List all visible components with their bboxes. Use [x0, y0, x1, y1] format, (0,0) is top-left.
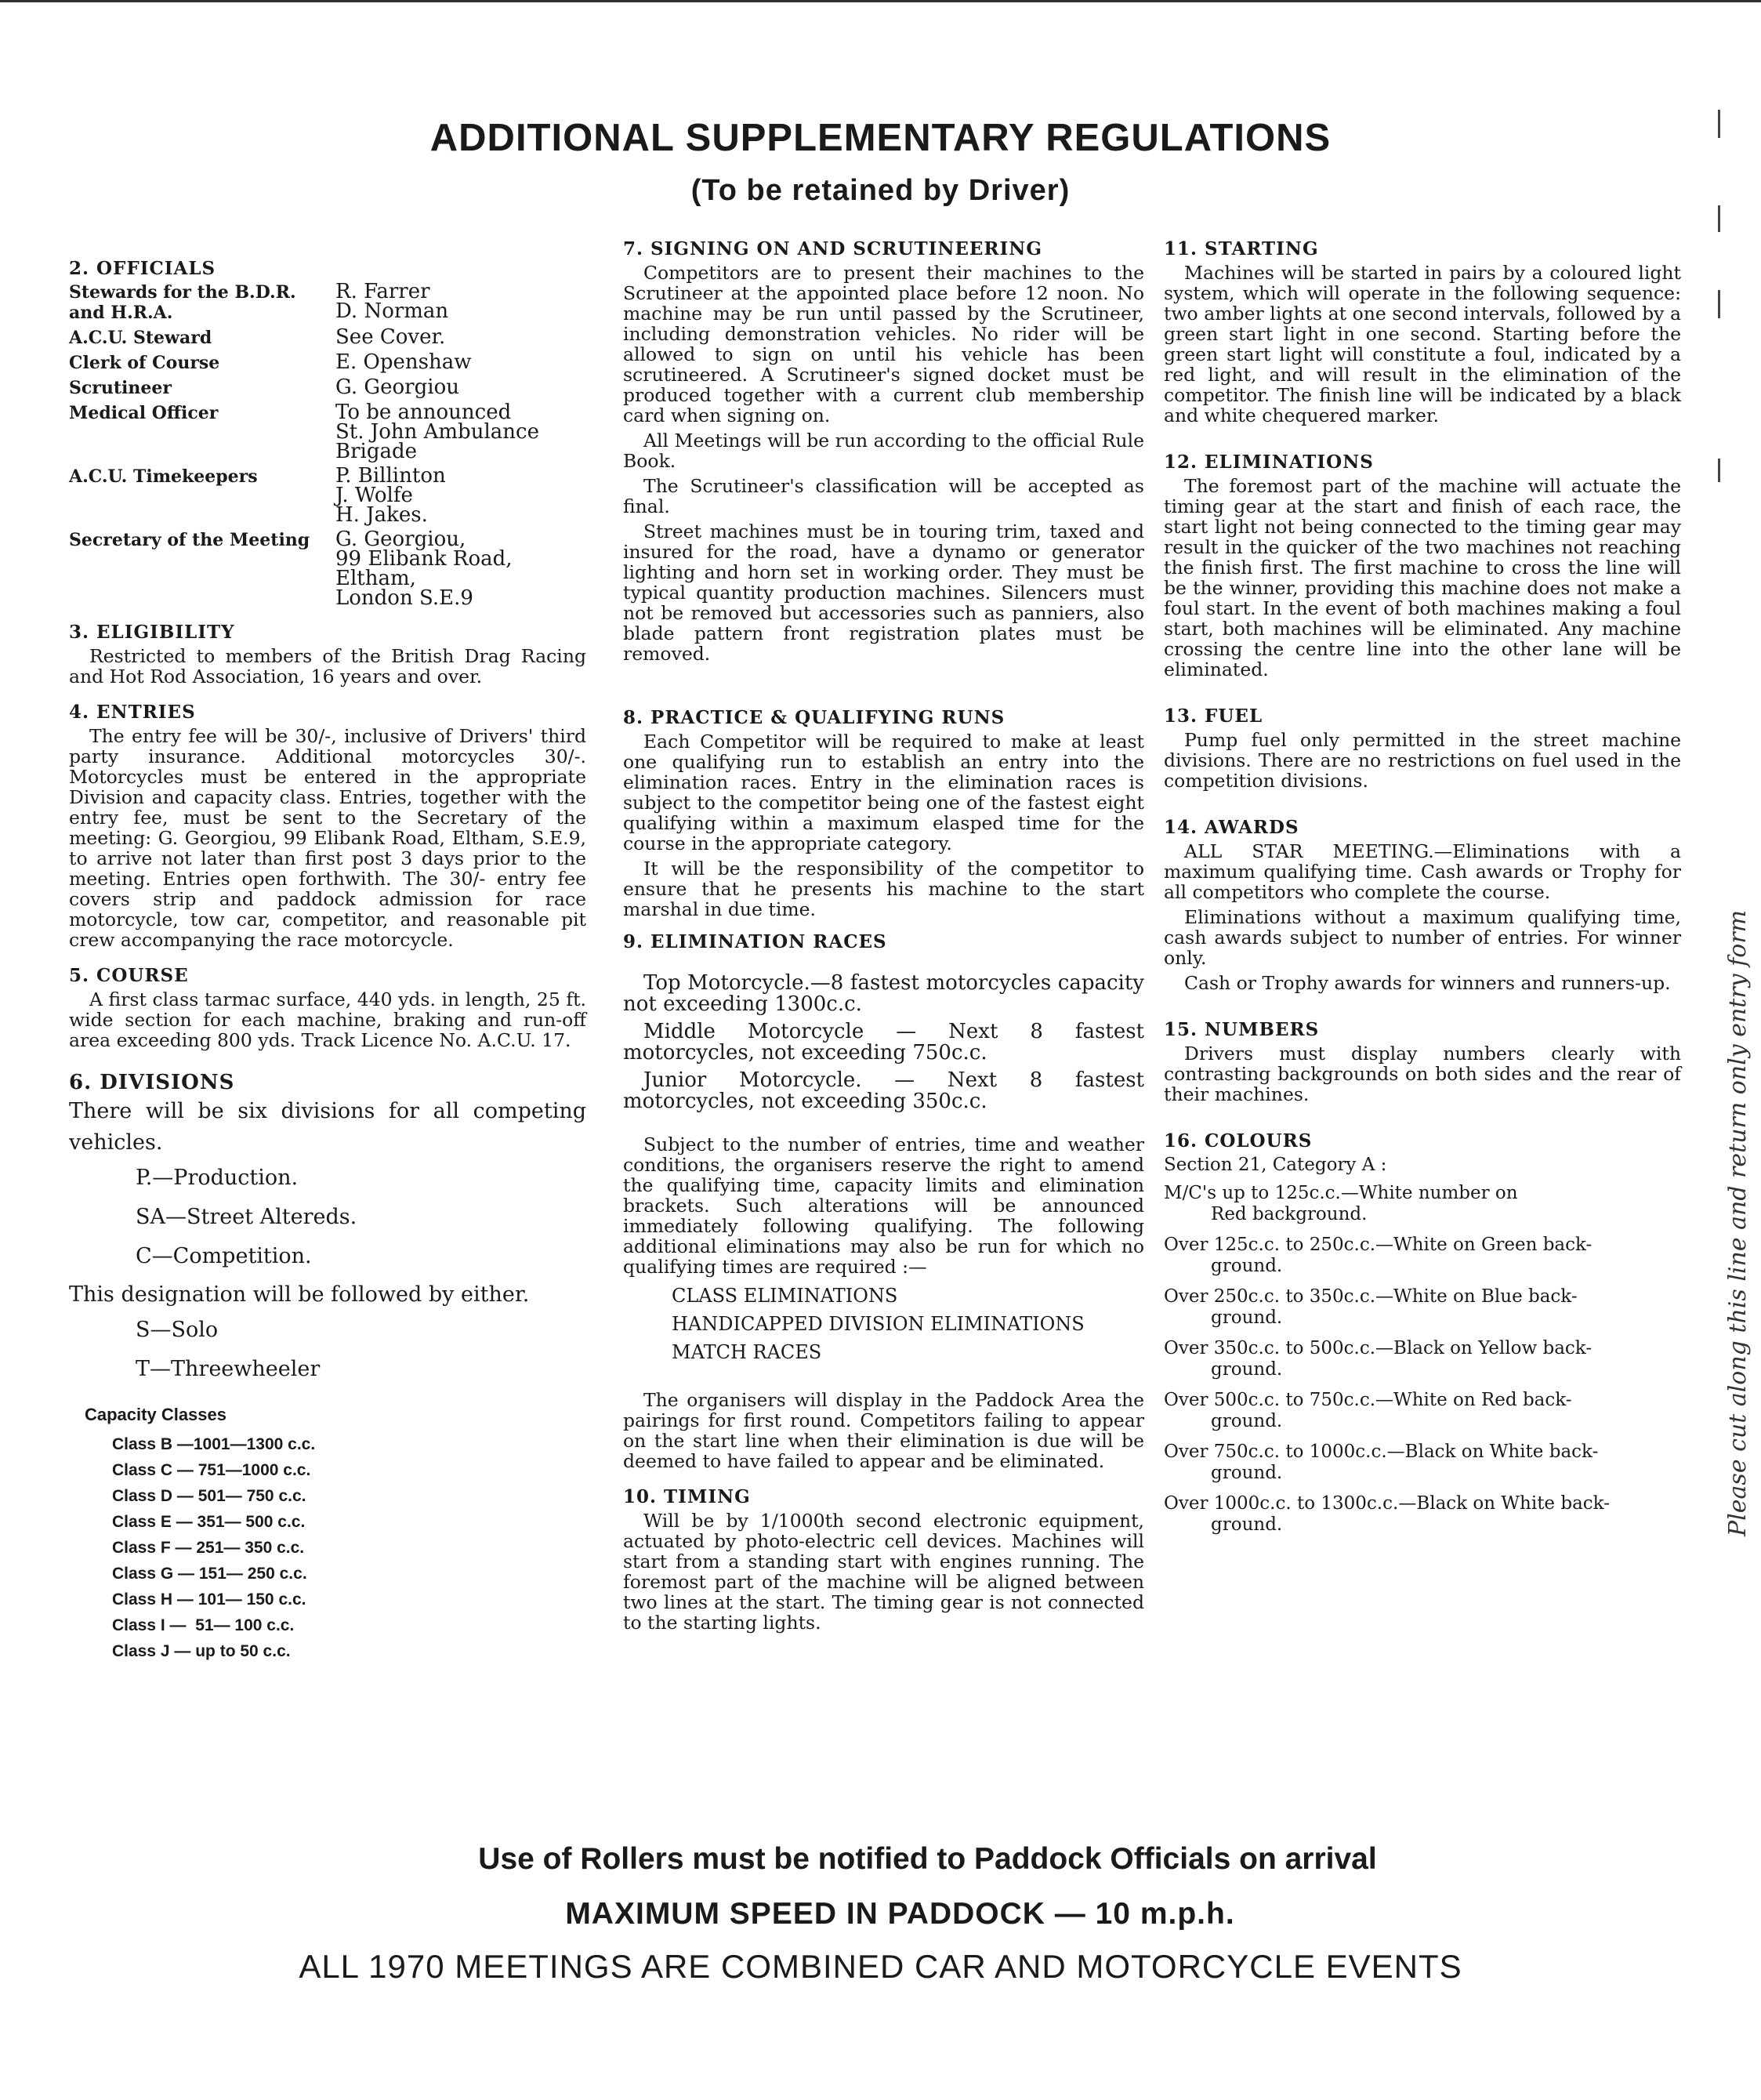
awards-paragraph: Cash or Trophy awards for winners and runners-up.: [1184, 972, 1671, 994]
starting-text: Machines will be started in pairs by a coloured light system, which will operate in the following sequence: two amber lights at one second intervals, followed by a green start light in one second. Starting before the green start light will constitute a foul, indicated by a red light, and will result in the elimination of the competitor. The finish line will be indicated by a black and white chequered marker.: [1164, 262, 1681, 426]
colour-line-continued: Red background.: [1211, 1204, 1368, 1224]
elimination-races-heading: 9. ELIMINATION RACES: [623, 931, 887, 952]
colour-row: [1164, 1183, 1681, 1225]
officials-row: [69, 378, 586, 403]
column-left: [69, 259, 586, 1664]
official-name: See Cover.: [335, 325, 446, 349]
divisions-list: [69, 1159, 586, 1276]
divisions-intro: There will be six divisions for all competing vehicles.: [69, 1099, 586, 1155]
capacity-class-row: Class E — 351— 500 c.c.: [112, 1513, 306, 1531]
additional-elimination-item: CLASS ELIMINATIONS: [672, 1285, 898, 1307]
colour-line: Over 500c.c. to 750c.c.—White on Red back-: [1164, 1390, 1572, 1410]
capacity-classes-heading: Capacity Classes: [85, 1405, 226, 1424]
fuel-text: Pump fuel only permitted in the street machine divisions. There are no restrictions on fuel used in the competition divisions.: [1164, 729, 1681, 792]
division-item: SA—Street Altereds.: [136, 1205, 357, 1229]
eliminations-heading: 12. ELIMINATIONS: [1164, 452, 1374, 473]
signing-paragraphs: [623, 263, 1144, 664]
additional-elimination-item: MATCH RACES: [672, 1341, 822, 1363]
colours-section: Section 21, Category A :: [1164, 1155, 1387, 1175]
additional-eliminations-list: [623, 1282, 1144, 1366]
column-middle: [623, 239, 1144, 1638]
officials-table: [69, 282, 586, 613]
colours-list: [1164, 1183, 1681, 1536]
edge-mark: [1718, 290, 1720, 318]
numbers-heading: 15. NUMBERS: [1164, 1019, 1320, 1040]
officials-row: [69, 530, 586, 613]
awards-paragraphs: [1164, 841, 1681, 993]
elimination-paragraph: Subject to the number of entries, time and weather conditions, the organisers reserve the right to amend the qualifying time, capacity limits and elimination brackets. Such alterations will be announced immediately following qualifying. The following additional eliminations may also be run for which no qualifying times are required :—: [623, 1133, 1144, 1278]
top-rule: [0, 0, 1761, 9]
colour-line: Over 1000c.c. to 1300c.c.—Black on White back-: [1164, 1493, 1610, 1514]
division-suffix-item: S—Solo: [136, 1318, 219, 1342]
capacity-class-row: Class C — 751—1000 c.c.: [112, 1461, 311, 1479]
colour-line: Over 125c.c. to 250c.c.—White on Green back-: [1164, 1235, 1593, 1255]
colour-line: M/C's up to 125c.c.—White number on: [1164, 1183, 1518, 1203]
additional-elimination-item: HANDICAPPED DIVISION ELIMINATIONS: [672, 1313, 1085, 1335]
colours-heading: 16. COLOURS: [1164, 1130, 1313, 1152]
paddock-speed-notice: MAXIMUM SPEED IN PADDOCK — 10 m.p.h.: [565, 1897, 1235, 1931]
division-suffix-item: T—Threewheeler: [136, 1357, 321, 1381]
official-role: Medical Officer: [69, 403, 219, 423]
officials-row: [69, 403, 586, 466]
course-heading: 5. COURSE: [69, 965, 189, 986]
officials-row: [69, 466, 586, 530]
colour-line-continued: ground.: [1211, 1411, 1283, 1431]
colour-line: Over 250c.c. to 350c.c.—White on Blue back-: [1164, 1286, 1578, 1307]
colour-line: Over 750c.c. to 1000c.c.—Black on White back-: [1164, 1442, 1599, 1462]
column-right: [1164, 239, 1681, 1545]
officials-heading: 2. OFFICIALS: [69, 258, 216, 279]
edge-mark: [1718, 459, 1720, 482]
entries-text: The entry fee will be 30/-, inclusive of Drivers' third party insurance. Additional motorcycles 30/-. Motorcycles must be entered in the appropriate Division and capacity class. Entries, together with the entry fee, must be sent to the Secretary of the meeting: G. Georgiou, 99 Elibank Road, Eltham, S.E.9, to arrive not later than first post 3 days prior to the meeting. Entries open forthwith. The 30/- entry fee covers strip and paddock admission for race motorcycle, tow car, competitor, and reasonable pit crew accompanying the race motorcycle.: [69, 725, 586, 951]
signing-paragraph: Competitors are to present their machines to the Scrutineer at the appointed place before 12 noon. No machine may be run until passed by the Scrutineer, including demonstration vehicles. No rider will be allowed to sign on until his vehicle has been scrutineered. A Scrutineer's signed docket must be produced together with a current club membership card when signing on.: [623, 262, 1144, 426]
division-item: P.—Production.: [136, 1166, 299, 1190]
official-role: A.C.U. Steward: [69, 328, 212, 348]
official-role: Secretary of the Meeting: [69, 530, 310, 550]
practice-paragraph: Each Competitor will be required to make at least one qualifying run to establish an entry into the elimination races. Entry in the elimination races is subject to the competitor being one of the fastest eight qualifying within a maximum elasped time for the course in the appropriate category.: [623, 731, 1144, 854]
capacity-class-row: Class H — 101— 150 c.c.: [112, 1590, 306, 1609]
officials-row: [69, 282, 586, 328]
capacity-class-row: Class G — 151— 250 c.c.: [112, 1565, 307, 1583]
official-name: To be announced St. John Ambulance Brigade: [335, 401, 539, 463]
colour-row: [1164, 1235, 1681, 1277]
officials-row: [69, 353, 586, 378]
signing-paragraph: All Meetings will be run according to the official Rule Book.: [623, 430, 1144, 472]
colour-line-continued: ground.: [1211, 1359, 1283, 1380]
elimination-races-list: [623, 973, 1144, 1112]
course-text: A first class tarmac surface, 440 yds. in length, 25 ft. wide section for each machine, braking and run-off area exceeding 800 yds. Track Licence No. A.C.U. 17.: [69, 988, 586, 1051]
practice-paragraphs: [623, 731, 1144, 919]
eligibility-heading: 3. ELIGIBILITY: [69, 622, 235, 643]
officials-row: [69, 328, 586, 353]
official-name: E. Openshaw: [335, 350, 472, 374]
pairings-paragraph: The organisers will display in the Paddock Area the pairings for first round. Competitors failing to appear on the start line when their elimination is due will be deemed to have failed to appear and be eliminated.: [623, 1389, 1144, 1472]
colour-line-continued: ground.: [1211, 1256, 1283, 1276]
capacity-class-row: Class B —1001—1300 c.c.: [112, 1435, 316, 1453]
colour-row: [1164, 1442, 1681, 1484]
colour-line: Over 350c.c. to 500c.c.—Black on Yellow back-: [1164, 1338, 1593, 1358]
official-role: Stewards for the B.D.R. and H.R.A.: [69, 282, 296, 323]
capacity-class-row: Class F — 251— 350 c.c.: [112, 1539, 305, 1557]
divisions-suffix-list: [69, 1311, 586, 1389]
fuel-heading: 13. FUEL: [1164, 705, 1263, 727]
capacity-classes-list: [69, 1431, 586, 1664]
page-subtitle: (To be retained by Driver): [690, 174, 1071, 207]
division-item: C—Competition.: [136, 1244, 312, 1268]
timing-text: Will be by 1/1000th second electronic equipment, actuated by photo-electric cell devices. Machines will start from a standing start with engines running. The foremost part of the machine will be aligned between two lines at the start. The timing gear is not connected to the starting lights.: [623, 1510, 1144, 1634]
elimination-race: Middle Motorcycle — Next 8 fastest motorcycles, not exceeding 750c.c.: [623, 1020, 1144, 1065]
divisions-heading: 6. DIVISIONS: [69, 1071, 235, 1094]
numbers-text: Drivers must display numbers clearly with contrasting backgrounds on both sides and the rear of their machines.: [1164, 1043, 1681, 1105]
colour-row: [1164, 1493, 1681, 1536]
elimination-race: Junior Motorcycle. — Next 8 fastest motorcycles, not exceeding 350c.c.: [623, 1068, 1144, 1113]
colour-row: [1164, 1286, 1681, 1329]
colour-line-continued: ground.: [1211, 1308, 1283, 1328]
capacity-class-row: Class D — 501— 750 c.c.: [112, 1487, 306, 1505]
eliminations-text: The foremost part of the machine will actuate the timing gear at the start and finish of each race, the start light not being connected to the timing gear may result in the quicker of the two machines not reaching the finish first. The first machine to cross the line will be the winner, providing this machine does not make a foul start. In the event of both machines making a foul start, both machines will be eliminated. Any machine crossing the centre line into the other lane will be eliminated.: [1164, 475, 1681, 680]
signing-paragraph: The Scrutineer's classification will be accepted as final.: [623, 475, 1144, 517]
rollers-notice: Use of Rollers must be notified to Paddock Officials on arrival: [478, 1842, 1377, 1876]
awards-heading: 14. AWARDS: [1164, 817, 1299, 838]
capacity-class-row: Class I — 51— 100 c.c.: [112, 1616, 295, 1634]
colour-line-continued: ground.: [1211, 1463, 1283, 1483]
official-role: A.C.U. Timekeepers: [69, 466, 258, 487]
practice-heading: 8. PRACTICE & QUALIFYING RUNS: [623, 707, 1006, 728]
timing-heading: 10. TIMING: [623, 1486, 751, 1507]
edge-mark: [1718, 110, 1720, 138]
starting-heading: 11. STARTING: [1164, 238, 1319, 259]
official-name: P. Billinton J. Wolfe H. Jakes.: [335, 464, 446, 527]
entries-heading: 4. ENTRIES: [69, 702, 196, 723]
colour-row: [1164, 1390, 1681, 1432]
page-title: ADDITIONAL SUPPLEMENTARY REGULATIONS: [429, 117, 1332, 159]
cut-line-note: Please cut along this line and return only entry form: [1724, 909, 1752, 1536]
eligibility-text: Restricted to members of the British Drag Racing and Hot Rod Association, 16 years and over.: [69, 645, 586, 687]
signing-heading: 7. SIGNING ON AND SCRUTINEERING: [623, 238, 1042, 259]
official-role: Clerk of Course: [69, 353, 220, 373]
colour-line-continued: ground.: [1211, 1514, 1283, 1535]
divisions-followed: This designation will be followed by either.: [69, 1282, 530, 1307]
combined-events-notice: ALL 1970 MEETINGS ARE COMBINED CAR AND MOTORCYCLE EVENTS: [299, 1948, 1462, 1985]
practice-paragraph: It will be the responsibility of the competitor to ensure that he presents his machine to the start marshal in due time.: [623, 858, 1144, 920]
elimination-race: Top Motorcycle.—8 fastest motorcycles capacity not exceeding 1300c.c.: [623, 971, 1144, 1016]
official-name: R. Farrer D. Norman: [335, 280, 449, 323]
official-role: Scrutineer: [69, 378, 172, 398]
awards-paragraph: Eliminations without a maximum qualifying time, cash awards subject to number of entries. For winner only.: [1164, 906, 1681, 969]
edge-mark: [1718, 205, 1720, 232]
capacity-class-row: Class J — up to 50 c.c.: [112, 1642, 291, 1660]
signing-paragraph: Street machines must be in touring trim, taxed and insured for the road, have a dynamo or generator lighting and horn set in working order. They must be typical quantity production machines. Silencers must not be removed but accessories such as panniers, also blade pattern front registration plates must be removed.: [623, 520, 1144, 665]
colour-row: [1164, 1338, 1681, 1380]
official-name: G. Georgiou, 99 Elibank Road, Eltham, London S.E.9: [335, 528, 513, 610]
official-name: G. Georgiou: [335, 375, 459, 399]
awards-paragraph: ALL STAR MEETING.—Eliminations with a maximum qualifying time. Cash awards or Trophy for all competitors who complete the course.: [1164, 840, 1681, 903]
